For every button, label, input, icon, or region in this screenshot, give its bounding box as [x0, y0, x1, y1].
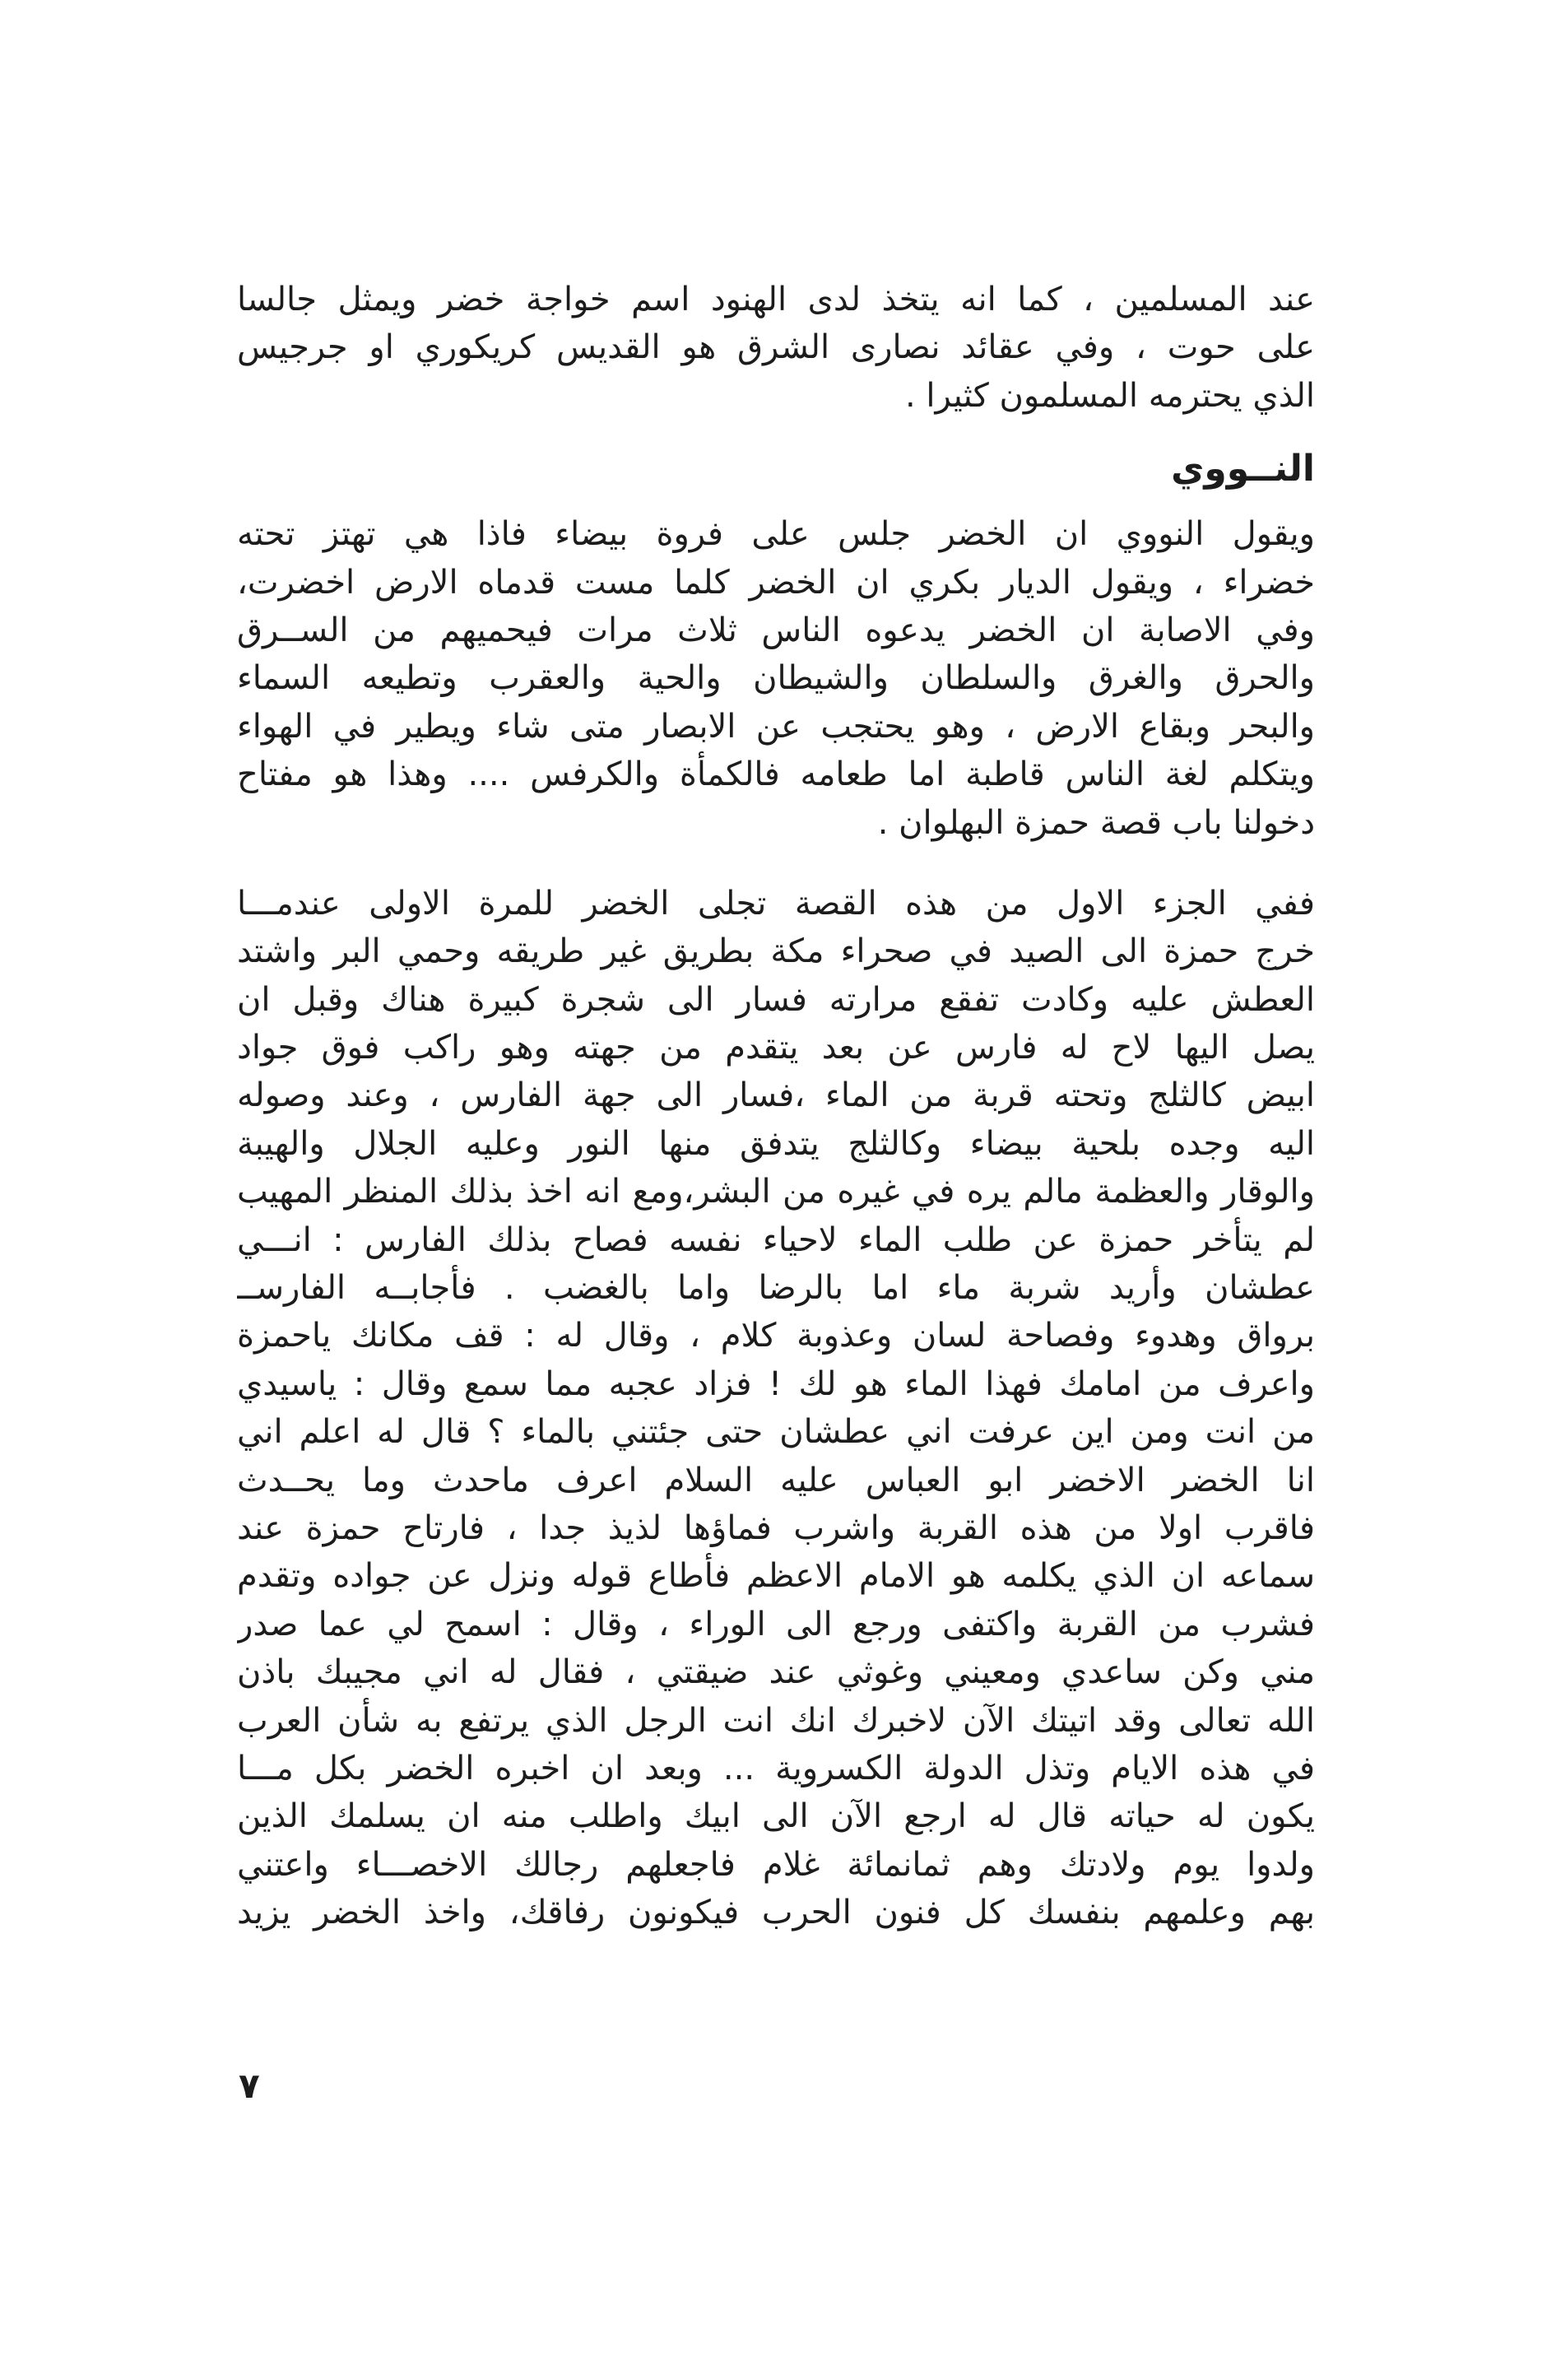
text-line: ففي الجزء الاول من هذه القصة تجلى الخضر للمرة الاولى عندمـــا — [237, 884, 1315, 923]
page-number: ٧ — [239, 2066, 260, 2106]
text-line: خرج حمزة الى الصيد في صحراء مكة بطريق غير طريقه وحمي البر واشتد — [237, 932, 1315, 971]
page-body — [237, 276, 1315, 1937]
text-line: والوقار والعظمة مالم يره في غيره من البشر،ومع انه اخذ بذلك المنظر المهيب — [237, 1173, 1315, 1211]
text-line: فشرب من القربة واكتفى ورجع الى الوراء ، وقال : اسمح لي عما صدر — [237, 1605, 1315, 1643]
text-line: من انت ومن اين عرفت اني عطشان حتى جئتني بالماء ؟ قال له اعلم اني — [237, 1413, 1315, 1452]
text-line: وفي الاصابة ان الخضر يدعوه الناس ثلاث مرات فيحميهم من الســرق — [237, 611, 1315, 649]
text-line: مني وكن ساعدي ومعيني وغوثي عند ضيقتي ، فقال له اني مجيبك باذن — [237, 1653, 1315, 1692]
text-line: عطشان وأريد شربة ماء اما بالرضا واما بالغضب . فأجابــه الفارســ — [237, 1269, 1315, 1308]
text-line: انا الخضر الاخضر ابو العباس عليه السلام اعرف ماحدث وما يحــدث — [237, 1461, 1315, 1499]
text-line: الله تعالى وقد اتيتك الآن لاخبرك انك انت الرجل الذي يرتفع به شأن العرب — [237, 1701, 1315, 1740]
section-heading: النــووي — [1171, 448, 1315, 490]
text-line: برواق وهدوء وفصاحة لسان وعذوبة كلام ، وقال له : قف مكانك ياحمزة — [237, 1317, 1315, 1355]
text-line: العطش عليه وكادت تفقع مرارته فسار الى شجرة كبيرة هناك وقبل ان — [237, 980, 1315, 1019]
paragraph-gap — [237, 847, 1315, 880]
text-line: ويتكلم لغة الناس قاطبة اما طعامه فالكمأة والكرفس .... وهذا هو مفتاح — [237, 755, 1315, 794]
paragraph-1 — [237, 510, 1315, 847]
text-line: يصل اليها لاح له فارس عن بعد يتقدم من جهته وهو راكب فوق جواد — [237, 1029, 1315, 1067]
text-line: على حوت ، وفي عقائد نصارى الشرق هو القديس كريكوري او جرجيس — [237, 328, 1315, 367]
text-line: اليه وجده بلحية بيضاء وكالثلج يتدفق منها النور وعليه الجلال والهيبة — [237, 1124, 1315, 1163]
text-line: خضراء ، ويقول الديار بكري ان الخضر كلما مست قدماه الارض اخضرت، — [237, 563, 1315, 602]
text-line: دخولنا باب قصة حمزة البهلوان . — [877, 803, 1315, 842]
text-line: واعرف من امامك فهذا الماء هو لك ! فزاد عجبه مما سمع وقال : ياسيدي — [237, 1364, 1315, 1403]
intro-paragraph — [237, 276, 1315, 420]
text-line: الذي يحترمه المسلمون كثيرا . — [904, 376, 1315, 415]
text-line: يكون له حياته قال له ارجع الآن الى ابيك واطلب منه ان يسلمك الذين — [237, 1797, 1315, 1836]
text-line: والحرق والغرق والسلطان والشيطان والحية والعقرب وتطيعه السماء — [237, 659, 1315, 698]
text-line: ولدوا يوم ولادتك وهم ثمانمائة غلام فاجعلهم رجالك الاخصـــاء واعتني — [237, 1845, 1315, 1884]
text-line: لم يتأخر حمزة عن طلب الماء لاحياء نفسه فصاح بذلك الفارس : انـــي — [237, 1220, 1315, 1259]
text-line: في هذه الايام وتذل الدولة الكسروية ... وبعد ان اخبره الخضر بكل مـــا — [237, 1749, 1315, 1787]
text-line: عند المسلمين ، كما انه يتخذ لدى الهنود اسم خواجة خضر ويمثل جالسا — [237, 281, 1315, 318]
text-line: فاقرب اولا من هذه القربة واشرب فماؤها لذيذ جدا ، فارتاح حمزة عند — [237, 1508, 1315, 1547]
text-line: ابيض كالثلج وتحته قربة من الماء ،فسار الى جهة الفارس ، وعند وصوله — [237, 1076, 1315, 1115]
paragraph-2 — [237, 880, 1315, 1937]
text-line: بهم وعلمهم بنفسك كل فنون الحرب فيكونون رفاقك، واخذ الخضر يزيد — [237, 1894, 1315, 1932]
text-line: والبحر وبقاع الارض ، وهو يحتجب عن الابصار متى شاء ويطير في الهواء — [237, 707, 1315, 746]
text-line: سماعه ان الذي يكلمه هو الامام الاعظم فأطاع قوله ونزل عن جواده وتقدم — [237, 1557, 1315, 1596]
text-line: ويقول النووي ان الخضر جلس على فروة بيضاء فاذا هي تهتز تحته — [237, 515, 1315, 554]
